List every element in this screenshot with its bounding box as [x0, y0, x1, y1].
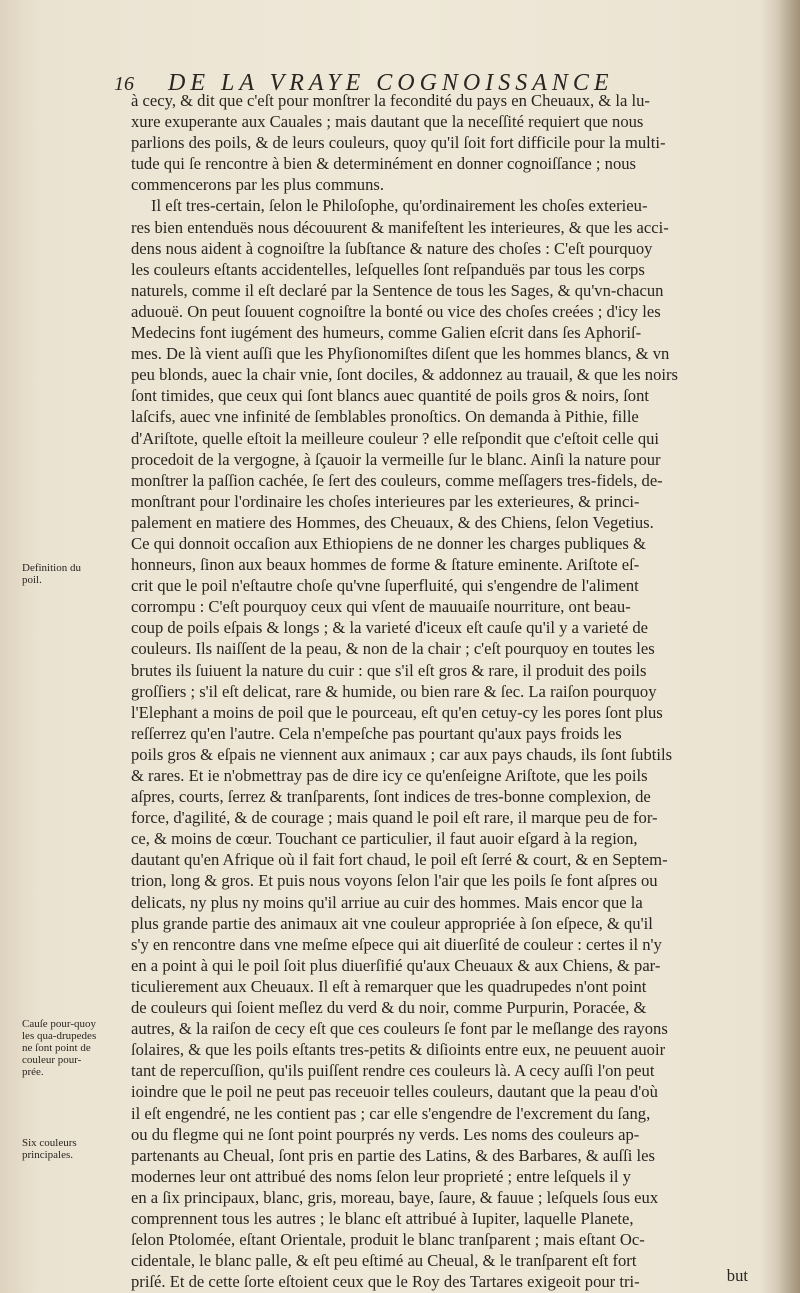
text-line: commencerons par les plus communs. — [131, 175, 384, 195]
text-line: aduouë. On peut ſouuent cognoiſtre la bonté ou vice des choſes creées ; d'icy les — [131, 301, 661, 321]
text-line: ſelon Ptolomée, eſtant Orientale, produit le blanc tranſparent ; mais eſtant Oc- — [131, 1230, 645, 1250]
text-line: peu blonds, auec la chair vnie, ſont dociles, & addonnez au trauail, & que les noirs — [131, 365, 678, 385]
text-line: trion, long & gros. Et puis nous voyons ſelon l'air que les poils ſe font aſpres ou — [131, 871, 658, 891]
text-line: il eſt engendré, ne les contient pas ; car elle s'engendre de l'excrement du ſang, — [131, 1103, 651, 1123]
text-line: force, d'agilité, & de courage ; mais quand le poil eſt rare, il marque peu de for- — [131, 808, 658, 828]
text-line: procedoit de la vergogne, à ſçauoir la vermeille ſur le blanc. Ainſi la nature pour — [131, 449, 661, 469]
text-line: & rares. Et ie n'obmettray pas de dire icy ce qu'enſeigne Ariſtote, que les poils — [131, 766, 648, 785]
text-line: Ce qui donnoit occaſion aux Ethiopiens de ne donner les charges publiques & — [131, 533, 646, 553]
text-line: l'Elephant a moins de poil que le pourceau, eſt qu'en cetuy-cy les pores ſont plus — [131, 702, 663, 722]
text-line: modernes leur ont attribué des noms ſelon leur proprieté ; entre leſquels il y — [131, 1166, 631, 1186]
text-line: poils gros & eſpais ne viennent aux animaux ; car aux pays chauds, ils ſont ſubtils — [131, 744, 673, 764]
text-line: palement en matiere des Hommes, des Cheuaux, & des Chiens, ſelon Vegetius. — [131, 512, 654, 532]
text-line: partenants au Cheual, ſont pris en partie des Latins, & des Barbares, & auſſi les — [131, 1145, 655, 1165]
text-line: xure exuperante aux Cauales ; mais dautant que la neceſſité requiert que nous — [131, 112, 644, 132]
text-line: s'y en rencontre dans vne meſme eſpece qui ait diuerſité de couleur : certes il n'y — [131, 934, 662, 954]
text-line: autres, & la raiſon de cecy eſt que ces couleurs ſe font par le meſlange des rayons — [131, 1019, 668, 1039]
page-number: 16 — [114, 73, 134, 95]
text-line: tude qui ſe rencontre à bien & determinément en donner cognoiſſance ; nous — [131, 154, 637, 174]
text-line: plus grande partie des animaux ait vne couleur appropriée à ſon eſpece, & qu'il — [131, 913, 653, 933]
text-line: monſtrer la paſſion cachée, ſe ſert des couleurs, comme meſſagers tres-fidels, de- — [131, 470, 663, 490]
text-line: priſé. Et de cette ſorte eſtoient ceux que le Roy des Tartares exigeoit pour tri- — [131, 1272, 640, 1292]
text-line: monſtrant pour l'ordinaire les choſes interieures par les exterieures, & princi- — [131, 491, 640, 511]
margin-note-six-colors: Six couleurs principales. — [22, 1137, 77, 1161]
text-line: delicats, ny plus ny moins qu'il arriue au cuir des hommes. Mais encor que la — [131, 892, 643, 912]
catchword: but — [726, 1266, 748, 1285]
text-line: Il eſt tres-certain, ſelon le Philoſophe, qu'ordinairement les choſes exterieu- — [151, 196, 648, 216]
text-line: parlions des poils, & de leurs couleurs, quoy qu'il ſoit fort difficile pour la multi- — [131, 133, 666, 153]
text-line: de couleurs qui ſoient meſlez du verd & du noir, comme Purpurin, Poracée, & — [131, 998, 647, 1018]
text-line: corrompu : C'eſt pourquoy ceux qui vſent de mauuaiſe nourriture, ont beau- — [131, 597, 631, 617]
text-line: d'Ariſtote, quelle eſtoit la meilleure couleur ? elle reſpondit que c'eſtoit celle qui — [131, 428, 660, 448]
text-line: aſpres, courts, ſerrez & tranſparents, ſont indices de tres-bonne complexion, de — [131, 787, 651, 807]
text-line: mes. De là vient auſſi que les Phyſionomiſtes diſent que les hommes blancs, & vn — [131, 344, 670, 364]
margin-note-definition: Definition du poil. — [22, 562, 81, 586]
text-line: res bien entenduës nous découurent & manifeſtent les interieures, & que les acci- — [131, 217, 669, 237]
text-line: ſont timides, que ceux qui ſont blancs auec quantité de poils gros & noirs, ſont — [131, 386, 650, 406]
text-line: en a ſix principaux, blanc, gris, moreau, baye, ſaure, & fauue ; leſquels ſous eux — [131, 1187, 659, 1207]
text-line: groſſiers ; s'il eſt delicat, rare & humide, ou bien rare & ſec. La raiſon pourquoy — [131, 681, 657, 701]
text-line: dens nous aident à cognoiſtre la ſubſtance & nature des choſes : C'eſt pourquoy — [131, 238, 653, 258]
text-line: les couleurs eſtants accidentelles, leſquelles ſont reſpanduës par tous les corps — [131, 259, 645, 279]
text-line: crit que le poil n'eſtautre choſe qu'vne ſuperfluité, qui s'engendre de l'aliment — [131, 576, 639, 596]
page-gutter-shadow — [778, 0, 800, 1293]
text-line: ou du flegme qui ne ſont point pourprés ny verds. Les noms des couleurs ap- — [131, 1124, 640, 1144]
text-line: brutes ils ſuiuent la nature du cuir : que s'il eſt gros & rare, il produit des poils — [131, 660, 647, 680]
text-line: dautant qu'en Afrique où il fait fort chaud, le poil eſt ſerré & court, & en Septem- — [131, 850, 668, 870]
text-line: naturels, comme il eſt declaré par la Sentence de tous les Sages, & qu'vn-chacun — [131, 280, 664, 300]
text-line: ſolaires, & que les poils eſtants tres-petits & diſioints entre eux, ne peuuent auoir — [131, 1040, 666, 1060]
text-line: comprennent tous les autres ; le blanc eſt attribué à Iupiter, laquelle Planete, — [131, 1208, 634, 1228]
text-line: Medecins font iugément des humeurs, comme Galien eſcrit dans ſes Aphoriſ- — [131, 323, 642, 343]
text-line: cidentale, le blanc palle, & eſt peu eſtimé au Cheual, & le tranſparent eſt fort — [131, 1251, 637, 1271]
text-line: ioindre que le poil ne peut pas receuoir telles couleurs, dautant que la peau d'où — [131, 1082, 658, 1102]
text-line: laſcifs, auec vne infinité de ſemblables pronoſtics. On demanda à Pithie, fille — [131, 407, 639, 427]
text-line: honneurs, ſinon aux beaux hommes de forme & ſtature eminente. Ariſtote eſ- — [131, 555, 640, 575]
text-line: coup de poils eſpais & longs ; & la varieté d'iceux eſt cauſe qu'il y a varieté de — [131, 618, 648, 638]
body-text — [131, 90, 761, 1292]
text-line: ce, & moins de cœur. Touchant ce particulier, il faut auoir eſgard à la region, — [131, 829, 638, 849]
text-line: ticulierement aux Cheuaux. Il eſt à remarquer que les quadrupedes n'ont point — [131, 976, 647, 996]
running-head: DE LA VRAYE COGNOISSANCE — [168, 70, 614, 96]
text-line: couleurs. Ils naiſſent de la peau, & non de la chair ; c'eſt pourquoy en toutes les — [131, 639, 655, 659]
text-line: à cecy, & dit que c'eſt pour monſtrer la fecondité du pays en Cheuaux, & la lu- — [131, 91, 650, 110]
margin-note-cause: Cauſe pour-quoy les qua-drupedes ne ſont point de couleur pour-prée. — [22, 1018, 97, 1078]
text-line: reſſerrez qu'en l'autre. Cela n'empeſche pas pourtant qu'aux pays froids les — [131, 723, 622, 743]
text-line: en a point à qui le poil ſoit plus diuerſifié qu'aux Cheuaux & aux Chiens, & par- — [131, 955, 661, 975]
text-line: tant de repercuſſion, qu'ils puiſſent rendre ces couleurs là. A cecy auſſi l'on peut — [131, 1061, 655, 1081]
